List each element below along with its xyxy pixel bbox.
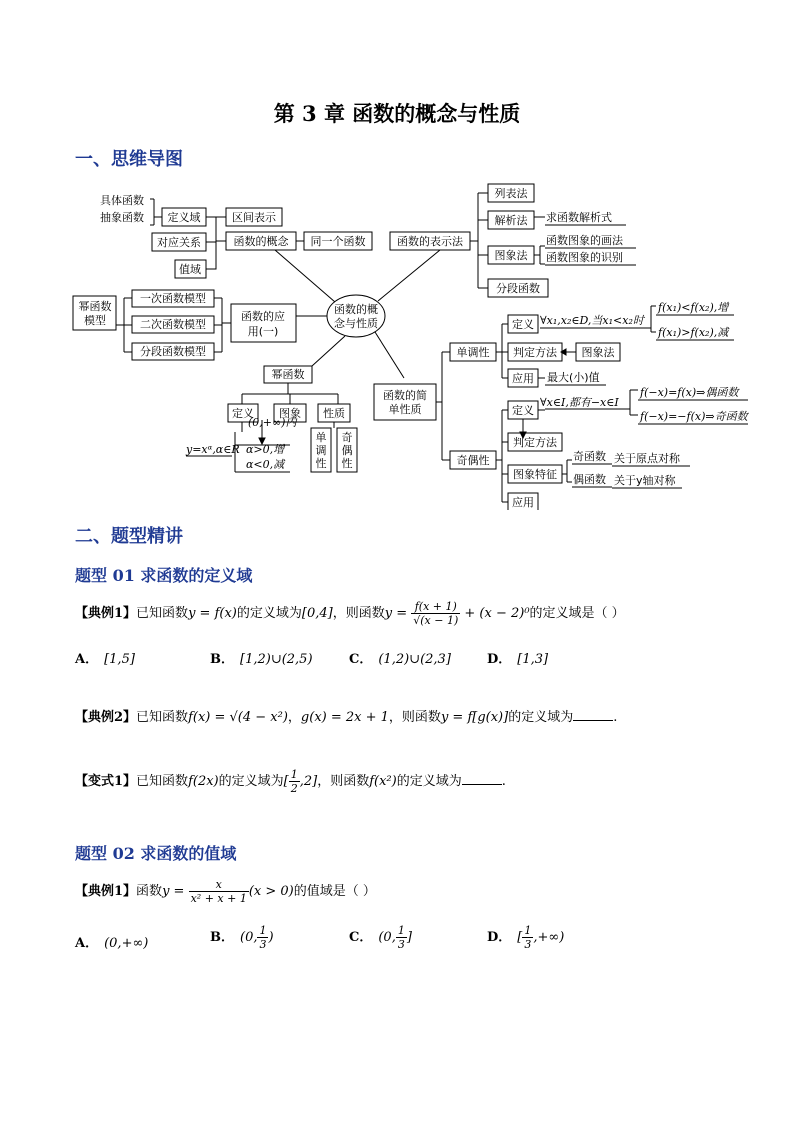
node-parity-judge: 判定方法 [513,436,557,449]
option-key: D． [487,652,512,667]
option-value: ] [406,930,412,945]
node-range: 值域 [179,263,201,276]
node-simple-2: 单性质 [388,403,422,416]
example-tag: 【典例1】 [75,884,137,899]
node-parity-app: 应用 [512,496,534,509]
option-key: A． [75,652,99,667]
option-d[interactable] [487,648,548,667]
node-parity: 奇偶性 [456,454,490,467]
math: [ [283,774,289,789]
option-b[interactable] [210,924,274,951]
option-value: [1,3] [517,652,549,667]
node-power-prop: 性质 [323,407,345,420]
section-heading-types: 二、题型精讲 [75,526,183,547]
node-analytic-method: 解析法 [494,214,528,227]
page-title: 第 3 章 函数的概念与性质 [273,101,521,126]
option-key: D． [487,930,512,945]
option-a[interactable] [75,648,135,667]
text: ， [287,710,301,725]
text: 已知函数 [136,606,189,621]
option-key: C． [349,652,373,667]
power-inc: α>0,增 [246,443,285,456]
text: 的定义域为 [236,606,302,621]
option-value: [1,5] [104,652,135,667]
math: f(x²) [369,774,397,789]
node-concept: 函数的概念 [233,235,289,248]
math: [0,4] [301,606,333,621]
power-mono-3: 性 [315,457,327,470]
option-value: (0, [378,930,396,945]
math: f(x) = √(4 − x²) [188,710,288,725]
node-quadratic-model: 二次函数模型 [140,318,206,331]
math: g(x) = 2x + 1 [300,710,389,725]
denominator: 3 [524,938,532,951]
node-power-model-1: 幂函数 [78,300,112,313]
math: y = f(x) [188,606,237,621]
math: (x > 0) [248,884,294,899]
math: + (x − 2)⁰ [464,606,530,621]
option-c[interactable] [349,648,451,667]
option-d[interactable] [487,924,564,951]
power-mono-1: 单 [315,431,327,444]
power-interval: (0,+∞)内 [248,416,297,429]
example-tag: 【典例2】 [75,710,137,725]
node-even-symmetry: 关于y轴对称 [614,474,676,487]
fraction [396,924,407,951]
type01-heading: 题型 01 求函数的定义域 [75,566,253,585]
power-dec: α<0,减 [246,458,285,471]
node-power: 幂函数 [271,368,305,381]
node-same-function: 同一个函数 [310,235,366,248]
numerator: x [189,878,249,892]
math: f(2x) [188,774,219,789]
math: ,2] [299,774,318,789]
fraction [522,924,533,951]
node-odd-function: 奇函数 [573,450,606,463]
text: ，则函数 [317,774,370,789]
answer-blank[interactable] [462,772,502,785]
node-mono-app: 应用 [512,372,534,385]
option-c[interactable] [349,924,412,951]
node-parity-def: 定义 [512,404,534,417]
option-b[interactable] [210,648,313,667]
type02-example1 [75,878,376,905]
mono-def-text: ∀x₁,x₂∈D,当x₁<x₂时 [540,314,644,327]
node-monotonic: 单调性 [456,346,490,359]
power-mono-2: 调 [315,444,327,457]
mindmap-center-node [327,295,385,337]
node-analytic-sub: 求函数解析式 [546,211,612,224]
text: 已知函数 [136,710,189,725]
option-key: C． [349,930,373,945]
node-graph-draw: 函数图象的画法 [546,234,623,247]
node-correspondence: 对应关系 [157,236,201,249]
mono-dec: f(x₁)>f(x₂),减 [658,326,729,339]
text: ，则函数 [332,606,385,621]
node-piecewise: 分段函数 [496,282,540,295]
node-power-graph: 图象 [279,407,301,420]
numerator: 1 [290,768,298,781]
power-parity-3: 性 [341,457,353,470]
mindmap-center-label-1: 函数的概 [334,303,378,316]
option-value: [1,2)∪(2,5) [240,652,313,667]
node-mono-graph: 图象法 [581,346,615,359]
node-graph-identify: 函数图象的识别 [546,251,623,264]
option-key: A． [75,936,99,951]
power-formula: y=xᵅ,α∈R [186,443,240,456]
node-parity-feature: 图象特征 [513,468,557,481]
fraction [289,768,300,795]
node-power-def: 定义 [232,407,254,420]
example-tag: 【典例1】 [75,606,137,621]
fraction [189,878,249,905]
mindmap-center-label-2: 念与性质 [334,317,378,330]
node-domain: 定义域 [167,211,201,224]
option-a[interactable] [75,932,148,951]
type01-variant1 [75,768,506,795]
node-linear-model: 一次函数模型 [140,292,206,305]
node-specific-function: 具体函数 [100,194,144,207]
node-representation: 函数的表示法 [397,235,463,248]
node-even-function: 偶函数 [573,473,606,486]
text: 函数 [136,884,163,899]
option-value: (0, [240,930,258,945]
power-parity-1: 奇 [341,431,353,444]
text: 的定义域为 [218,774,284,789]
type01-example2 [75,706,617,725]
option-value: (0,+∞) [104,936,149,951]
type01-example1 [75,600,625,627]
numerator: f(x + 1) [411,600,460,614]
text: 的定义域为 [508,710,574,725]
fraction [257,924,268,951]
math: y = [162,884,185,899]
numerator: 1 [397,924,405,937]
node-mono-judge: 判定方法 [513,346,557,359]
type02-heading: 题型 02 求函数的值域 [75,844,237,863]
node-application-2: 用(一) [247,325,279,338]
denominator: 2 [290,782,298,795]
section-heading-mindmap: 一、思维导图 [75,149,183,170]
text: 的定义域为 [396,774,462,789]
option-value: ,+∞) [533,930,565,945]
node-application-1: 函数的应 [241,310,285,323]
denominator: 3 [397,938,405,951]
text: 的定义域是（ ） [529,606,625,621]
option-key: B． [210,652,234,667]
text: . [501,774,506,789]
fraction [411,600,460,627]
node-interval: 区间表示 [232,211,276,224]
text: ，则函数 [388,710,441,725]
node-list-method: 列表法 [494,187,528,200]
example-tag: 【变式1】 [75,774,137,789]
text: . [613,710,618,725]
node-mono-max: 最大(小)值 [547,371,600,384]
mono-inc: f(x₁)<f(x₂),增 [658,301,729,314]
node-graph-method: 图象法 [494,249,528,262]
numerator: 1 [524,924,532,937]
math: y = f[g(x)] [440,710,509,725]
denominator: √(x − 1) [413,614,459,627]
math: y = [384,606,408,621]
node-odd-symmetry: 关于原点对称 [614,452,680,465]
denominator: 3 [259,938,267,951]
option-value: ) [268,930,274,945]
parity-even: f(−x)=f(x)⇒偶函数 [640,386,739,399]
parity-def-text: ∀x∈I,都有−x∈I [540,396,619,409]
node-mono-def: 定义 [512,318,534,331]
parity-odd: f(−x)=−f(x)⇒奇函数 [640,410,748,423]
denominator: x² + x + 1 [190,892,247,905]
option-value: [ [517,930,523,945]
node-piecewise-model: 分段函数模型 [140,345,206,358]
mind-map [0,180,794,510]
option-key: B． [210,930,234,945]
text: 的值域是（ ） [293,884,376,899]
numerator: 1 [259,924,267,937]
answer-blank[interactable] [573,708,613,721]
node-power-model-2: 模型 [84,314,106,327]
node-abstract-function: 抽象函数 [100,211,144,224]
power-parity-2: 偶 [341,444,353,457]
text: 已知函数 [136,774,189,789]
node-simple-1: 函数的简 [383,389,427,402]
option-value: (1,2)∪(2,3] [378,652,451,667]
